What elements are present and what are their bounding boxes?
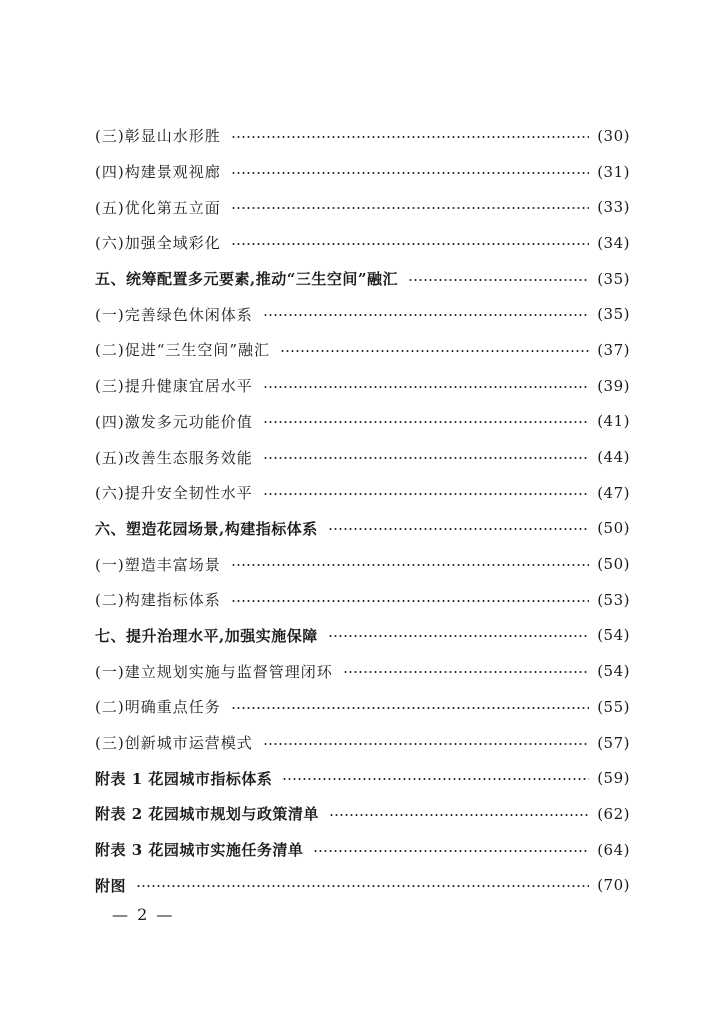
toc-entry-title: (一)建立规划实施与监督管理闭环 (95, 662, 333, 681)
toc-section-entry[interactable] (95, 796, 630, 832)
toc-entry-title: (六)提升安全韧性水平 (95, 484, 253, 503)
toc-entry-title: (五)改善生态服务效能 (95, 448, 253, 467)
toc-dot-leader (329, 814, 589, 816)
toc-entry-page-number: (30) (597, 126, 630, 145)
toc-entry-page-number: (37) (597, 340, 630, 359)
toc-subsection-entry[interactable] (95, 689, 630, 725)
toc-entry-title: (一)塑造丰富场景 (95, 555, 221, 574)
toc-entry-title: (二)明确重点任务 (95, 698, 221, 717)
toc-entry-title: (三)提升健康宜居水平 (95, 377, 253, 396)
toc-subsection-entry[interactable] (95, 725, 630, 761)
toc-entry-title: 附表 3 花园城市实施任务清单 (95, 841, 304, 860)
toc-dot-leader (328, 635, 589, 637)
toc-entry-page-number: (62) (597, 804, 630, 823)
toc-dot-leader (282, 778, 589, 780)
toc-entry-title: (六)加强全域彩化 (95, 234, 221, 253)
toc-entry-page-number: (53) (597, 590, 630, 609)
toc-entry-title: (三)彰显山水形胜 (95, 127, 221, 146)
toc-subsection-entry[interactable] (95, 439, 630, 475)
toc-entry-title: 附图 (95, 876, 127, 895)
toc-entry-page-number: (39) (597, 376, 630, 395)
toc-entry-title: 五、统筹配置多元要素,推动“三生空间”融汇 (95, 270, 398, 289)
toc-dot-leader (263, 386, 589, 388)
toc-subsection-entry[interactable] (95, 475, 630, 511)
toc-section-entry[interactable] (95, 618, 630, 654)
toc-section-entry[interactable] (95, 760, 630, 796)
toc-entry-page-number: (35) (597, 305, 630, 324)
toc-dot-leader (263, 457, 589, 459)
toc-entry-title: (三)创新城市运营模式 (95, 734, 253, 753)
toc-subsection-entry[interactable] (95, 189, 630, 225)
toc-dot-leader (263, 493, 589, 495)
toc-entry-page-number: (59) (597, 769, 630, 788)
toc-dot-leader (263, 421, 589, 423)
toc-entry-title: (五)优化第五立面 (95, 198, 221, 217)
toc-entry-title: (一)完善绿色休闲体系 (95, 305, 253, 324)
toc-dot-leader (231, 243, 589, 245)
toc-entry-page-number: (47) (597, 483, 630, 502)
toc-entry-title: 七、提升治理水平,加强实施保障 (95, 626, 318, 645)
toc-entry-page-number: (57) (597, 733, 630, 752)
toc-subsection-entry[interactable] (95, 546, 630, 582)
toc-entry-page-number: (70) (597, 876, 630, 895)
toc-dot-leader (231, 172, 589, 174)
toc-entry-title: (四)构建景观视廊 (95, 163, 221, 182)
toc-entry-page-number: (31) (597, 162, 630, 181)
toc-dot-leader (280, 350, 589, 352)
toc-section-entry[interactable] (95, 832, 630, 868)
toc-entry-page-number: (54) (597, 662, 630, 681)
toc-entry-page-number: (50) (597, 519, 630, 538)
toc-entry-page-number: (54) (597, 626, 630, 645)
toc-subsection-entry[interactable] (95, 154, 630, 190)
toc-dot-leader (136, 885, 589, 887)
toc-entry-page-number: (41) (597, 412, 630, 431)
toc-subsection-entry[interactable] (95, 296, 630, 332)
toc-entry-page-number: (33) (597, 198, 630, 217)
toc-dot-leader (343, 671, 589, 673)
toc-dot-leader (328, 528, 589, 530)
toc-entry-title: (二)构建指标体系 (95, 591, 221, 610)
toc-subsection-entry[interactable] (95, 404, 630, 440)
toc-dot-leader (231, 707, 589, 709)
toc-entry-page-number: (64) (597, 840, 630, 859)
toc-entry-title: 附表 1 花园城市指标体系 (95, 769, 273, 788)
toc-subsection-entry[interactable] (95, 582, 630, 618)
toc-entry-page-number: (50) (597, 555, 630, 574)
toc-section-entry[interactable] (95, 867, 630, 903)
toc-entry-page-number: (35) (597, 269, 630, 288)
toc-subsection-entry[interactable] (95, 118, 630, 154)
toc-subsection-entry[interactable] (95, 332, 630, 368)
toc-entry-title: 附表 2 花园城市规划与政策清单 (95, 805, 319, 824)
toc-entry-page-number: (55) (597, 697, 630, 716)
table-of-contents (95, 118, 630, 903)
toc-section-entry[interactable] (95, 511, 630, 547)
page-number: — 2 — (112, 905, 175, 924)
toc-subsection-entry[interactable] (95, 368, 630, 404)
toc-dot-leader (231, 564, 589, 566)
toc-entry-page-number: (44) (597, 448, 630, 467)
toc-subsection-entry[interactable] (95, 653, 630, 689)
toc-dot-leader (231, 600, 589, 602)
toc-entry-page-number: (34) (597, 233, 630, 252)
toc-entry-title: (二)促进“三生空间”融汇 (95, 341, 271, 360)
toc-subsection-entry[interactable] (95, 225, 630, 261)
toc-section-entry[interactable] (95, 261, 630, 297)
toc-dot-leader (263, 314, 589, 316)
toc-entry-title: (四)激发多元功能价值 (95, 412, 253, 431)
toc-dot-leader (313, 850, 589, 852)
toc-dot-leader (231, 136, 589, 138)
toc-dot-leader (408, 279, 589, 281)
toc-dot-leader (231, 207, 589, 209)
toc-dot-leader (263, 743, 589, 745)
toc-entry-title: 六、塑造花园场景,构建指标体系 (95, 519, 318, 538)
